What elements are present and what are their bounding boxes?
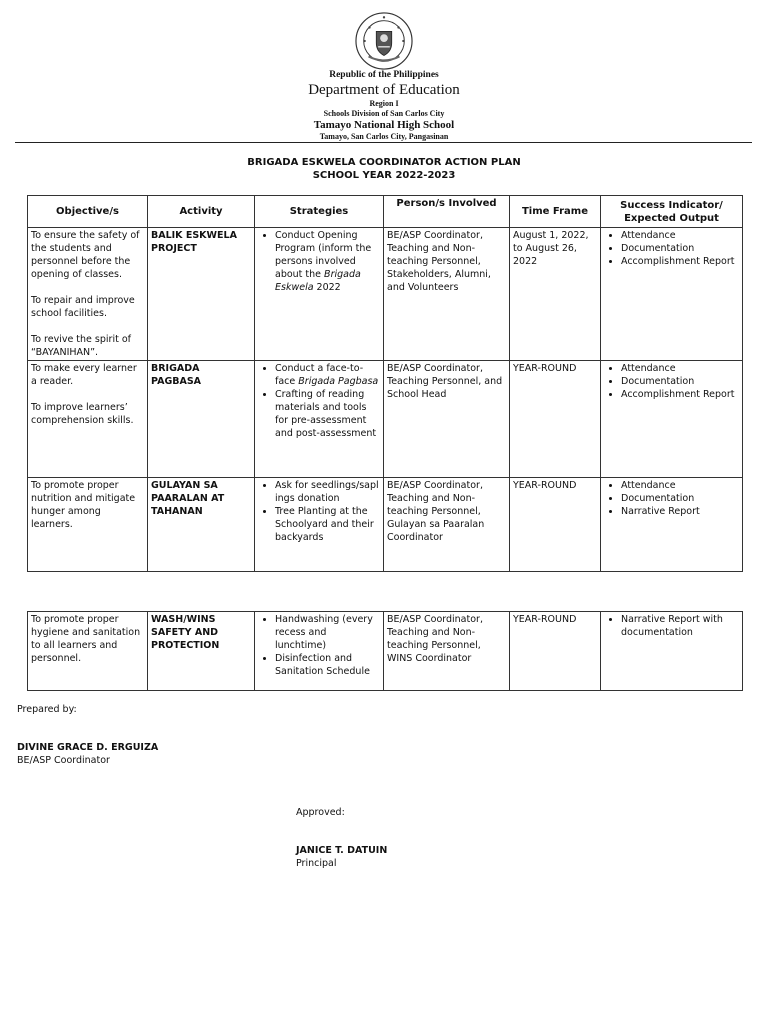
- header-success-indicator: Success Indicator/ Expected Output: [601, 196, 743, 228]
- republic-label: Republic of the Philippines: [329, 70, 439, 80]
- strategy-item: • Conduct a face-to-face Brigada Pagbasa: [275, 362, 380, 388]
- success-item: • Documentation: [621, 242, 739, 255]
- approved-label: Approved:: [296, 807, 345, 818]
- region-label: Region I: [369, 99, 399, 108]
- strategy-item: • Crafting of reading materials and tools for pre-assessment and post-assessment: [275, 388, 380, 440]
- persons-cell: BE/ASP Coordinator, Teaching and Non-teaching Personnel, WINS Coordinator: [384, 612, 510, 691]
- department-title: Department of Education: [308, 82, 460, 98]
- header-persons: Person/s Involved: [384, 196, 510, 228]
- strategy-item: • Ask for seedlings/saplings donation: [275, 479, 380, 505]
- success-cell: [601, 361, 743, 478]
- success-item: • Documentation: [621, 492, 739, 505]
- objectives-cell: To promote proper nutrition and mitigate hunger among learners.: [28, 478, 148, 572]
- objectives-cell: To ensure the safety of the students and personnel before the opening of classes. To repair and improve school facilities. To revive the spirit of “BAYANIHAN”.: [28, 228, 148, 361]
- activity-cell: BRIGADA PAGBASA: [148, 361, 255, 478]
- success-cell: [601, 228, 743, 361]
- time-frame-cell: YEAR-ROUND: [510, 612, 601, 691]
- success-item: • Attendance: [621, 229, 739, 242]
- persons-cell: BE/ASP Coordinator, Teaching and Non-teaching Personnel, Gulayan sa Paaralan Coordinator: [384, 478, 510, 572]
- prepared-by-label: Prepared by:: [17, 704, 77, 715]
- preparer-role: BE/ASP Coordinator: [17, 755, 110, 766]
- approver-role: Principal: [296, 858, 337, 869]
- success-item: • Attendance: [621, 362, 739, 375]
- header-activity: Activity: [148, 196, 255, 228]
- success-item: • Attendance: [621, 479, 739, 492]
- strategy-item: • Conduct Opening Program (inform the persons involved about the Brigada Eskwela 2022: [275, 229, 380, 294]
- strategies-cell: [255, 612, 384, 691]
- division-label: Schools Division of San Carlos City: [323, 109, 445, 118]
- activity-cell: GULAYAN SA PAARALAN AT TAHANAN: [148, 478, 255, 572]
- deped-seal-logo: [355, 12, 413, 70]
- strategies-cell: [255, 361, 384, 478]
- time-frame-cell: August 1, 2022, to August 26, 2022: [510, 228, 601, 361]
- table-row: [28, 228, 743, 361]
- success-cell: [601, 612, 743, 691]
- success-item: • Accomplishment Report: [621, 255, 739, 268]
- success-item: • Accomplishment Report: [621, 388, 739, 401]
- strategy-item: • Disinfection and Sanitation Schedule: [275, 652, 380, 678]
- time-frame-cell: YEAR-ROUND: [510, 361, 601, 478]
- success-item: • Narrative Report: [621, 505, 739, 518]
- strategies-cell: [255, 478, 384, 572]
- preparer-name: DIVINE GRACE D. ERGUIZA: [17, 742, 159, 753]
- strategy-item: • Handwashing (every recess and lunchtime): [275, 613, 380, 652]
- school-year: SCHOOL YEAR 2022-2023: [312, 170, 456, 181]
- approver-name: JANICE T. DATUIN: [296, 845, 388, 856]
- school-name: Tamayo National High School: [313, 119, 455, 131]
- header-strategies: Strategies: [255, 196, 384, 228]
- school-address: Tamayo, San Carlos City, Pangasinan: [319, 132, 449, 141]
- table-row: [28, 361, 743, 478]
- time-frame-cell: YEAR-ROUND: [510, 478, 601, 572]
- persons-cell: BE/ASP Coordinator, Teaching and Non-teaching Personnel, Stakeholders, Alumni, and Volunteers: [384, 228, 510, 361]
- objectives-cell: To promote proper hygiene and sanitation to all learners and personnel.: [28, 612, 148, 691]
- action-plan-table-continued: [27, 611, 743, 691]
- header-time-frame: Time Frame: [510, 196, 601, 228]
- success-cell: [601, 478, 743, 572]
- header-objectives: Objective/s: [28, 196, 148, 228]
- activity-cell: BALIK ESKWELA PROJECT: [148, 228, 255, 361]
- persons-cell: BE/ASP Coordinator, Teaching Personnel, and School Head: [384, 361, 510, 478]
- header-divider: [15, 142, 752, 143]
- plan-title: BRIGADA ESKWELA COORDINATOR ACTION PLAN: [247, 157, 521, 168]
- table-row: [28, 612, 743, 691]
- objectives-cell: To make every learner a reader. To improve learners’ comprehension skills.: [28, 361, 148, 478]
- success-item: • Narrative Report with documentation: [621, 613, 739, 639]
- action-plan-table: [27, 195, 743, 572]
- strategy-item: • Tree Planting at the Schoolyard and their backyards: [275, 505, 380, 544]
- success-item: • Documentation: [621, 375, 739, 388]
- activity-cell: WASH/WINS SAFETY AND PROTECTION: [148, 612, 255, 691]
- table-header-row: [28, 196, 743, 228]
- strategies-cell: [255, 228, 384, 361]
- table-row: [28, 478, 743, 572]
